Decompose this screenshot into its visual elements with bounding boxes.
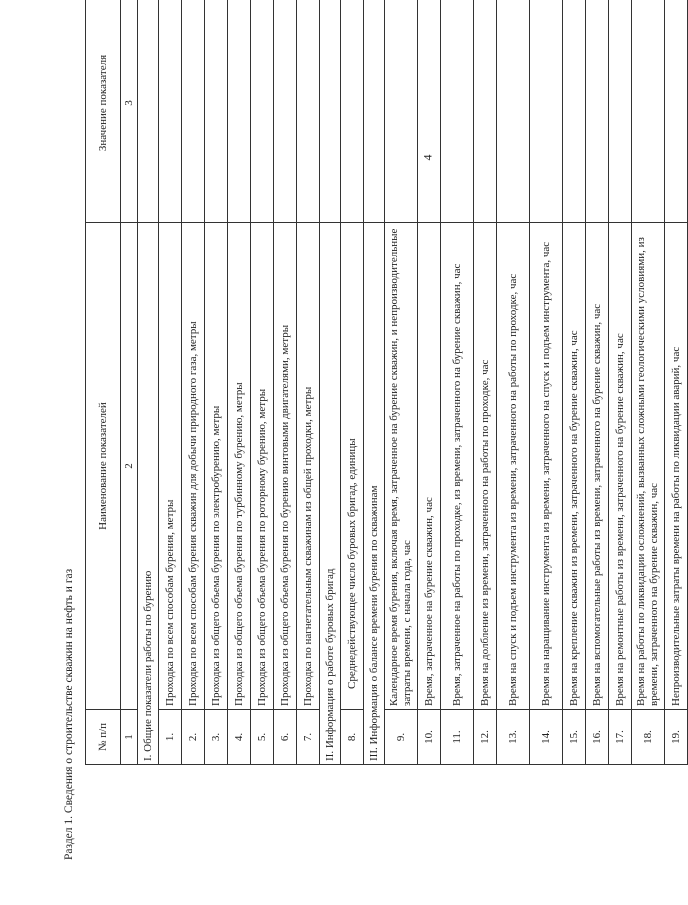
header-num: № п/п — [86, 710, 121, 765]
row-name: Время на наращивание инструмента из времени, затраченного на спуск и подъем инструмента, час — [530, 223, 563, 710]
row-value — [182, 0, 205, 223]
table-row — [418, 0, 441, 765]
indicators-table — [85, 0, 688, 765]
row-value — [530, 0, 563, 223]
row-name: Проходка по нагнетательным скважинам из общей проходки, метры — [297, 223, 320, 710]
section-value-cell — [320, 0, 341, 223]
row-value — [385, 0, 418, 223]
table-row — [228, 0, 251, 765]
row-number: 15. — [563, 710, 586, 765]
row-number: 17. — [609, 710, 632, 765]
table-row — [441, 0, 474, 765]
row-name: Проходка по всем способам бурения скважин для добычи природного газа, метры — [182, 223, 205, 710]
table-row — [274, 0, 297, 765]
table-row — [530, 0, 563, 765]
rotated-page — [25, 30, 682, 870]
row-number: 6. — [274, 710, 297, 765]
table-row — [474, 0, 497, 765]
table-row — [665, 0, 688, 765]
row-name: Календарное время бурения, включая время, затраченное на бурение скважин, и непроизводительные затраты времени, с начала года, час — [385, 223, 418, 710]
table-row — [632, 0, 665, 765]
row-name: Время, затраченное на работы по проходке, из времени, затраченного на бурение скважин, час — [441, 223, 474, 710]
row-value — [341, 0, 364, 223]
row-value — [586, 0, 609, 223]
row-value — [297, 0, 320, 223]
section-title: III. Информация о балансе времени бурения по скважинам — [364, 223, 385, 765]
row-number: 3. — [205, 710, 228, 765]
row-value — [274, 0, 297, 223]
table-row — [341, 0, 364, 765]
row-value — [251, 0, 274, 223]
column-number: 2 — [121, 223, 138, 710]
row-name: Время на долбление из времени, затраченного на работы по проходке, час — [474, 223, 497, 710]
row-number: 7. — [297, 710, 320, 765]
row-number: 1. — [159, 710, 182, 765]
row-name: Проходка из общего объема бурения по бурению винтовыми двигателями, метры — [274, 223, 297, 710]
row-number: 8. — [341, 710, 364, 765]
row-name: Среднедействующее число буровых бригад, единицы — [341, 223, 364, 710]
row-value — [563, 0, 586, 223]
row-value — [418, 0, 441, 223]
row-value — [205, 0, 228, 223]
row-name: Время на крепление скважин из времени, затраченного на бурение скважин, час — [563, 223, 586, 710]
table-row — [609, 0, 632, 765]
row-number: 14. — [530, 710, 563, 765]
section-title: II. Информация о работе буровых бригад — [320, 223, 341, 765]
row-number: 12. — [474, 710, 497, 765]
row-number: 2. — [182, 710, 205, 765]
row-value — [665, 0, 688, 223]
row-number: 10. — [418, 710, 441, 765]
row-name: Время на вспомогательные работы из времени, затраченного на бурение скважин, час — [586, 223, 609, 710]
row-number: 4. — [228, 710, 251, 765]
row-name: Время на спуск и подъем инструмента из времени, затраченного на работы по проходке, час — [497, 223, 530, 710]
column-number: 1 — [121, 710, 138, 765]
section-caption: Раздел 1. Сведения о строительстве скважин на нефть и газ — [63, 568, 75, 860]
row-name: Время, затраченное на бурение скважин, час — [418, 223, 441, 710]
row-number: 5. — [251, 710, 274, 765]
row-name: Время на работы по ликвидации осложнений, вызванных сложными геологическими условиями, из времени, затраченного на бурение скважин, час — [632, 223, 665, 710]
section-title: I. Общие показатели работы по бурению — [138, 223, 159, 765]
row-value — [474, 0, 497, 223]
section-row — [320, 0, 341, 765]
column-numbers-row — [121, 0, 138, 765]
row-value — [632, 0, 665, 223]
row-name: Проходка из общего объема бурения по электробурению, метры — [205, 223, 228, 710]
row-value — [159, 0, 182, 223]
table-row — [497, 0, 530, 765]
section-row — [364, 0, 385, 765]
row-value — [497, 0, 530, 223]
row-name: Время на ремонтные работы из времени, затраченного на бурение скважин, час — [609, 223, 632, 710]
row-number: 9. — [385, 710, 418, 765]
row-number: 19. — [665, 710, 688, 765]
row-value — [441, 0, 474, 223]
table-row — [385, 0, 418, 765]
header-row — [86, 0, 121, 765]
table-row — [205, 0, 228, 765]
row-name: Проходка по всем способам бурения, метры — [159, 223, 182, 710]
table-body — [138, 0, 688, 765]
section-row — [138, 0, 159, 765]
row-number: 18. — [632, 710, 665, 765]
row-value — [609, 0, 632, 223]
header-name: Наименование показателей — [86, 223, 121, 710]
table-row — [586, 0, 609, 765]
column-number: 3 — [121, 0, 138, 223]
row-value — [228, 0, 251, 223]
row-name: Проходка из общего объема бурения по роторному бурению, метры — [251, 223, 274, 710]
table-row — [159, 0, 182, 765]
section-value-cell — [364, 0, 385, 223]
row-name: Проходка из общего объема бурения по турбинному бурению, метры — [228, 223, 251, 710]
row-number: 11. — [441, 710, 474, 765]
row-number: 13. — [497, 710, 530, 765]
table-row — [182, 0, 205, 765]
row-name: Непроизводительные затраты времени на работы по ликвидации аварий, час — [665, 223, 688, 710]
section-value-cell — [138, 0, 159, 223]
table-row — [297, 0, 320, 765]
table-row — [251, 0, 274, 765]
header-value: Значение показателя — [86, 0, 121, 223]
table-row — [563, 0, 586, 765]
row-number: 16. — [586, 710, 609, 765]
